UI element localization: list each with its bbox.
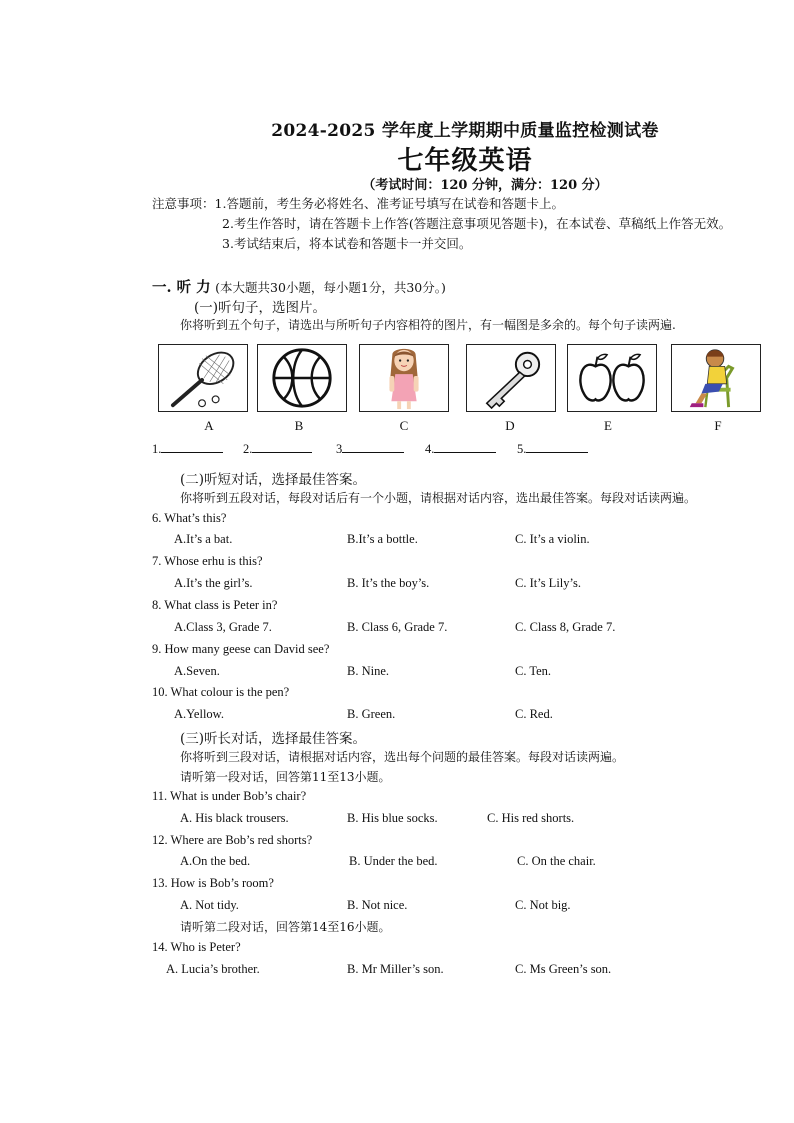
note-item: 2.考生作答时，请在答题卡上作答(答题注意事项见答题卡)，在本试卷、草稿纸上作答无效。	[222, 216, 732, 231]
option-c: C. Class 8, Grade 7.	[515, 620, 616, 634]
tennis-racket-icon	[159, 345, 247, 411]
dialogue-note: 请听第二段对话，回答第14至16小题。	[180, 920, 391, 934]
picture-e	[567, 344, 657, 412]
option-c: C. Ten.	[515, 664, 552, 678]
picture-label: A	[204, 418, 214, 433]
option-b: B. His blue socks.	[347, 811, 438, 825]
option-a: A.Yellow.	[174, 707, 225, 721]
exam-info: （考试时间：120 分钟，满分：120 分）	[362, 178, 608, 193]
note-item: 3.考试结束后，将本试卷和答题卡一并交回。	[222, 236, 472, 251]
basketball-icon	[258, 345, 346, 411]
picture-f	[671, 344, 761, 412]
part-title: (一)听句子，选图片。	[194, 300, 327, 316]
part-title: (三)听长对话，选择最佳答案。	[180, 731, 367, 747]
option-a: A.It’s the girl’s.	[174, 576, 253, 590]
picture-c	[359, 344, 449, 412]
option-a: A.On the bed.	[180, 854, 251, 868]
exam-title: 2024-2025 学年度上学期期中质量监控检测试卷	[271, 121, 659, 141]
answer-blank[interactable]: 4.	[425, 440, 496, 457]
question: 12. Where are Bob’s red shorts?	[152, 833, 313, 847]
section-heading	[152, 276, 446, 297]
picture-label: B	[294, 418, 304, 433]
option-b: B. Nine.	[347, 664, 390, 678]
key-icon	[467, 345, 555, 411]
note-item: 1.答题前，考生务必将姓名、准考证号填写在试卷和答题卡上。	[214, 196, 564, 211]
question: 10. What colour is the pen?	[152, 685, 290, 699]
option-a: A. Lucia’s brother.	[166, 962, 260, 976]
section-note: (本大题共30小题，每小题1分，共30分。)	[215, 280, 446, 295]
answer-blank[interactable]: 2.	[243, 440, 312, 457]
notes-block	[152, 194, 731, 254]
option-b: B. Class 6, Grade 7.	[347, 620, 448, 634]
option-c: C. Red.	[515, 707, 553, 721]
picture-label: F	[714, 418, 722, 433]
picture-a	[158, 344, 248, 412]
picture-b	[257, 344, 347, 412]
option-c: C. It’s a violin.	[515, 532, 590, 546]
option-b: B. Mr Miller’s son.	[347, 962, 444, 976]
answer-blank[interactable]: 5.	[517, 440, 588, 457]
option-b: B. Under the bed.	[349, 854, 438, 868]
part-instruction: 你将听到五段对话，每段对话后有一个小题，请根据对话内容，选出最佳答案。每段对话读两遍。	[180, 491, 697, 505]
picture-label: E	[604, 418, 612, 433]
option-a: A.Class 3, Grade 7.	[174, 620, 272, 634]
section-title: 一. 听 力	[152, 279, 211, 296]
option-c: C. On the chair.	[517, 854, 596, 868]
option-a: A. Not tidy.	[180, 898, 239, 912]
question: 7. Whose erhu is this?	[152, 554, 263, 568]
question: 13. How is Bob’s room?	[152, 876, 274, 890]
answer-blank[interactable]: 3	[336, 440, 404, 457]
question: 14. Who is Peter?	[152, 940, 241, 954]
picture-label: C	[399, 418, 409, 433]
picture-d	[466, 344, 556, 412]
answer-blank[interactable]: 1.	[152, 440, 223, 457]
subject-title: 七年级英语	[397, 146, 533, 176]
option-c: C. It’s Lily’s.	[515, 576, 581, 590]
question: 8. What class is Peter in?	[152, 598, 278, 612]
option-c: C. Ms Green’s son.	[515, 962, 612, 976]
picture-label: D	[505, 418, 515, 433]
part-instruction: 你将听到五个句子，请选出与所听句子内容相符的图片，有一幅图是多余的。每个句子读两遍.	[180, 318, 676, 332]
option-c: C. Not big.	[515, 898, 571, 912]
part-instruction: 你将听到三段对话，请根据对话内容，选出每个问题的最佳答案。每段对话读两遍。	[180, 750, 625, 764]
option-b: B. Green.	[347, 707, 396, 721]
question: 9. How many geese can David see?	[152, 642, 330, 656]
option-b: B.It’s a bottle.	[347, 532, 418, 546]
question: 6. What’s this?	[152, 511, 227, 525]
dialogue-note: 请听第一段对话，回答第11至13小题。	[180, 770, 391, 784]
option-b: B. Not nice.	[347, 898, 408, 912]
option-c: C. His red shorts.	[487, 811, 575, 825]
part-title: (二)听短对话，选择最佳答案。	[180, 472, 367, 488]
option-a: A.It’s a bat.	[174, 532, 233, 546]
question: 11. What is under Bob’s chair?	[152, 789, 307, 803]
notes-label: 注意事项：	[152, 196, 215, 211]
option-a: A.Seven.	[174, 664, 220, 678]
option-b: B. It’s the boy’s.	[347, 576, 430, 590]
boy-on-chair-icon	[672, 345, 760, 411]
girl-icon	[360, 345, 448, 411]
option-a: A. His black trousers.	[180, 811, 289, 825]
apples-icon	[568, 345, 656, 411]
